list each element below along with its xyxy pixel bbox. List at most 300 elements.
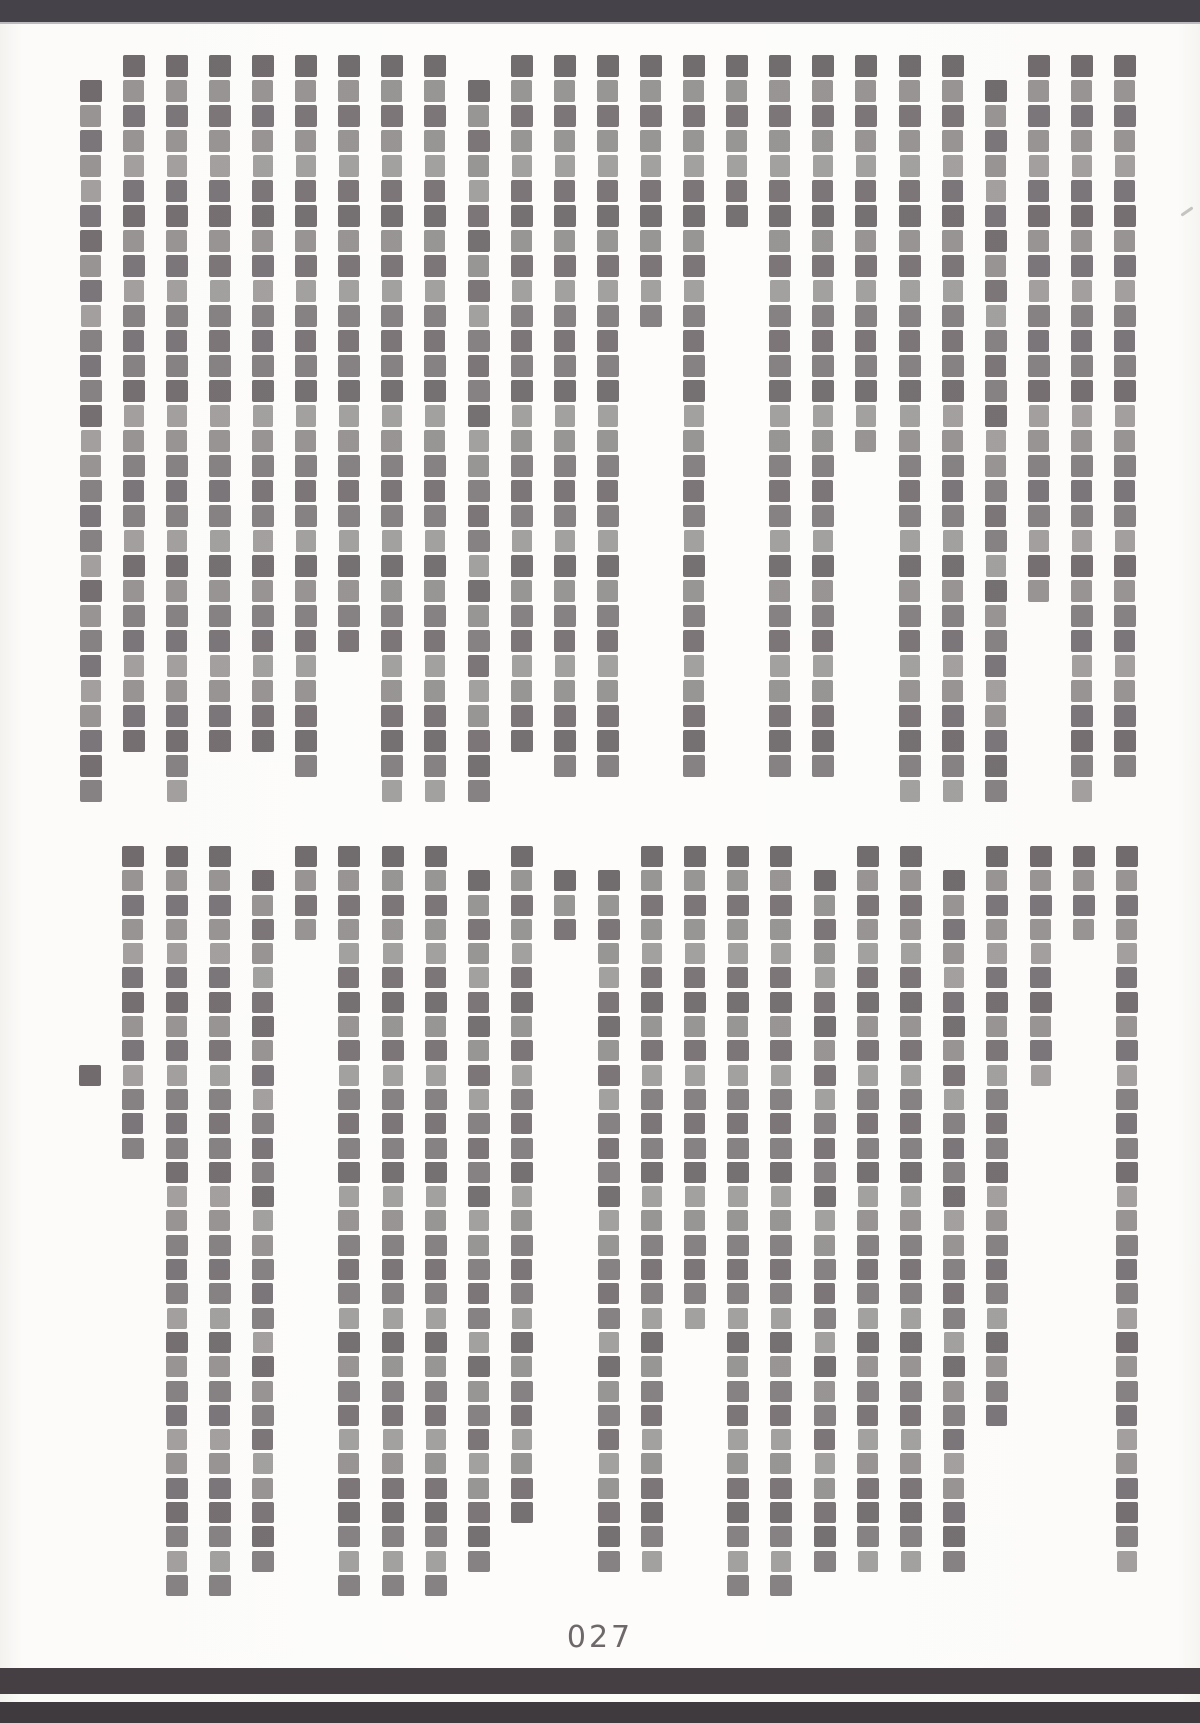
redacted-glyph	[123, 130, 144, 152]
redacted-glyph	[295, 180, 316, 202]
redacted-glyph	[727, 1405, 748, 1426]
redacted-glyph	[338, 80, 359, 102]
redacted-glyph	[814, 1113, 836, 1134]
redacted-glyph	[943, 655, 963, 677]
redacted-glyph	[985, 80, 1007, 102]
redacted-glyph	[901, 1308, 921, 1329]
redacted-glyph	[468, 480, 490, 502]
redacted-glyph	[1072, 530, 1092, 552]
redacted-glyph	[770, 405, 790, 427]
redacted-glyph	[598, 1235, 619, 1256]
redacted-glyph	[338, 1259, 359, 1280]
redacted-glyph	[167, 530, 187, 552]
redacted-glyph	[769, 80, 790, 102]
redacted-glyph	[209, 355, 231, 377]
redacted-glyph	[942, 230, 963, 252]
redacted-glyph	[80, 505, 101, 527]
redacted-glyph	[252, 1186, 274, 1207]
redacted-text-column	[423, 55, 447, 802]
redacted-glyph	[684, 1283, 706, 1304]
redacted-glyph	[123, 630, 144, 652]
redacted-glyph	[986, 1162, 1008, 1183]
redacted-glyph	[1114, 455, 1136, 477]
redacted-glyph	[855, 205, 877, 227]
redacted-glyph	[209, 1259, 230, 1280]
redacted-glyph	[814, 1551, 836, 1572]
redacted-glyph	[986, 992, 1008, 1013]
redacted-glyph	[252, 255, 274, 277]
redacted-glyph	[382, 1040, 404, 1061]
redacted-glyph	[812, 105, 834, 127]
redacted-glyph	[857, 1502, 879, 1523]
redacted-glyph	[985, 380, 1007, 402]
redacted-glyph	[253, 1453, 273, 1474]
redacted-glyph	[554, 705, 576, 727]
redacted-glyph	[210, 530, 230, 552]
redacted-glyph	[166, 1283, 188, 1304]
redacted-glyph	[381, 180, 402, 202]
redacted-glyph	[555, 530, 575, 552]
redacted-glyph	[468, 230, 490, 252]
redacted-glyph	[985, 755, 1007, 777]
redacted-glyph	[166, 967, 187, 988]
redacted-glyph	[855, 330, 876, 352]
redacted-glyph	[1071, 230, 1092, 252]
redacted-glyph	[815, 1089, 835, 1110]
redacted-glyph	[468, 1429, 489, 1450]
redacted-glyph	[899, 430, 920, 452]
redacted-glyph	[338, 1526, 360, 1547]
redacted-glyph	[684, 1113, 705, 1134]
redacted-glyph	[252, 1235, 273, 1256]
redacted-text-column	[942, 870, 966, 1571]
redacted-glyph	[80, 455, 101, 477]
redacted-glyph	[640, 55, 662, 77]
redacted-glyph	[511, 846, 533, 867]
redacted-glyph	[770, 870, 791, 891]
redacted-glyph	[511, 205, 533, 227]
redacted-glyph	[727, 1259, 748, 1280]
redacted-glyph	[813, 655, 833, 677]
redacted-glyph	[252, 305, 274, 327]
redacted-glyph	[985, 405, 1007, 427]
redacted-glyph	[424, 105, 446, 127]
redacted-glyph	[987, 1065, 1007, 1086]
redacted-glyph	[296, 405, 316, 427]
redacted-glyph	[123, 305, 145, 327]
redacted-glyph	[123, 355, 145, 377]
redacted-glyph	[685, 1308, 705, 1329]
redacted-glyph	[986, 967, 1007, 988]
redacted-glyph	[166, 630, 187, 652]
redacted-glyph	[209, 1381, 231, 1402]
redacted-glyph	[123, 205, 145, 227]
redacted-glyph	[123, 943, 143, 964]
redacted-glyph	[900, 1113, 921, 1134]
redacted-glyph	[900, 530, 920, 552]
redacted-glyph	[554, 305, 576, 327]
redacted-glyph	[123, 730, 145, 752]
redacted-glyph	[424, 380, 446, 402]
redacted-glyph	[986, 919, 1007, 940]
redacted-glyph	[166, 355, 188, 377]
redacted-glyph	[295, 480, 316, 502]
redacted-glyph	[166, 1332, 188, 1353]
redacted-text-column	[899, 846, 923, 1572]
redacted-glyph	[210, 655, 230, 677]
redacted-glyph	[80, 780, 102, 802]
redacted-glyph	[81, 180, 101, 202]
redacted-glyph	[769, 130, 790, 152]
redacted-glyph	[771, 1186, 791, 1207]
redacted-glyph	[855, 80, 876, 102]
redacted-glyph	[166, 1478, 188, 1499]
redacted-text-column	[78, 1065, 102, 1086]
redacted-glyph	[598, 405, 618, 427]
redacted-glyph	[209, 680, 230, 702]
redacted-glyph	[1028, 355, 1050, 377]
redacted-glyph	[468, 1138, 489, 1159]
redacted-glyph	[900, 1259, 921, 1280]
redacted-glyph	[424, 180, 445, 202]
redacted-glyph	[986, 895, 1008, 916]
redacted-text-column	[294, 846, 318, 940]
redacted-glyph	[1114, 380, 1136, 402]
redacted-text-column	[769, 846, 793, 1596]
redacted-glyph	[727, 1502, 749, 1523]
redacted-glyph	[986, 1405, 1007, 1426]
redacted-glyph	[640, 305, 662, 327]
redacted-glyph	[942, 480, 963, 502]
redacted-glyph	[943, 1526, 965, 1547]
redacted-glyph	[812, 730, 834, 752]
redacted-glyph	[943, 1356, 965, 1377]
redacted-glyph	[727, 1526, 749, 1547]
redacted-glyph	[770, 1356, 791, 1377]
redacted-glyph	[942, 755, 964, 777]
redacted-glyph	[943, 530, 963, 552]
redacted-glyph	[727, 870, 748, 891]
redacted-glyph	[855, 380, 877, 402]
redacted-glyph	[511, 919, 532, 940]
redacted-text-column	[640, 846, 664, 1572]
redacted-glyph	[1029, 405, 1049, 427]
redacted-glyph	[425, 967, 446, 988]
redacted-glyph	[943, 1016, 965, 1037]
redacted-glyph	[684, 1016, 705, 1037]
redacted-glyph	[468, 943, 489, 964]
redacted-glyph	[511, 330, 532, 352]
redacted-glyph	[555, 155, 575, 177]
redacted-glyph	[815, 967, 835, 988]
redacted-glyph	[598, 1526, 620, 1547]
redacted-glyph	[900, 1478, 922, 1499]
redacted-glyph	[382, 1502, 404, 1523]
redacted-glyph	[426, 943, 446, 964]
redacted-glyph	[209, 480, 230, 502]
redacted-glyph	[425, 919, 446, 940]
redacted-glyph	[210, 1551, 230, 1572]
redacted-glyph	[1073, 846, 1095, 867]
redacted-glyph	[338, 1210, 359, 1231]
redacted-glyph	[338, 580, 359, 602]
redacted-glyph	[1072, 655, 1092, 677]
redacted-glyph	[943, 870, 965, 891]
redacted-glyph	[425, 1113, 446, 1134]
redacted-glyph	[770, 1138, 792, 1159]
redacted-glyph	[856, 280, 876, 302]
redacted-glyph	[252, 630, 273, 652]
redacted-glyph	[123, 180, 144, 202]
redacted-glyph	[598, 992, 619, 1013]
redacted-glyph	[855, 305, 877, 327]
redacted-glyph	[1071, 430, 1092, 452]
redacted-glyph	[468, 505, 489, 527]
redacted-glyph	[166, 1040, 188, 1061]
redacted-glyph	[338, 1575, 360, 1596]
redacted-glyph	[1071, 630, 1092, 652]
redacted-glyph	[167, 280, 187, 302]
redacted-glyph	[122, 1040, 144, 1061]
redacted-glyph	[727, 1356, 748, 1377]
redacted-glyph	[554, 730, 576, 752]
redacted-glyph	[726, 180, 747, 202]
redacted-glyph	[769, 605, 791, 627]
redacted-glyph	[985, 155, 1006, 177]
redacted-text-column	[510, 846, 534, 1523]
redacted-glyph	[683, 305, 705, 327]
redacted-glyph	[1116, 1210, 1137, 1231]
redacted-glyph	[598, 1478, 619, 1499]
redacted-glyph	[124, 155, 144, 177]
redacted-glyph	[1071, 105, 1093, 127]
redacted-glyph	[900, 895, 922, 916]
redacted-glyph	[900, 280, 920, 302]
redacted-glyph	[166, 1259, 187, 1280]
redacted-glyph	[857, 1283, 879, 1304]
redacted-glyph	[511, 1138, 533, 1159]
redacted-glyph	[469, 430, 489, 452]
redacted-glyph	[252, 1138, 273, 1159]
redacted-glyph	[511, 1089, 533, 1110]
redacted-glyph	[769, 205, 791, 227]
redacted-glyph	[1030, 870, 1051, 891]
redacted-glyph	[381, 630, 402, 652]
redacted-glyph	[1114, 255, 1136, 277]
redacted-glyph	[295, 455, 317, 477]
redacted-glyph	[339, 530, 359, 552]
redacted-glyph	[381, 55, 403, 77]
redacted-glyph	[1116, 1381, 1138, 1402]
redacted-glyph	[511, 580, 532, 602]
redacted-glyph	[295, 580, 316, 602]
redacted-glyph	[122, 895, 144, 916]
redacted-glyph	[814, 943, 835, 964]
redacted-glyph	[814, 870, 836, 891]
redacted-glyph	[857, 1210, 878, 1231]
redacted-glyph	[1114, 330, 1135, 352]
redacted-glyph	[1116, 1526, 1138, 1547]
redacted-glyph	[253, 967, 273, 988]
redacted-glyph	[985, 605, 1006, 627]
redacted-glyph	[80, 580, 102, 602]
redacted-glyph	[338, 305, 360, 327]
redacted-glyph	[425, 1210, 446, 1231]
redacted-glyph	[814, 895, 835, 916]
redacted-text-column	[985, 846, 1009, 1426]
redacted-glyph	[684, 1210, 705, 1231]
redacted-glyph	[899, 680, 920, 702]
redacted-glyph	[381, 330, 402, 352]
redacted-glyph	[123, 680, 144, 702]
redacted-glyph	[814, 1259, 836, 1280]
redacted-glyph	[80, 405, 102, 427]
redacted-glyph	[727, 1089, 749, 1110]
redacted-glyph	[812, 55, 834, 77]
redacted-glyph	[382, 1138, 404, 1159]
redacted-glyph	[209, 705, 231, 727]
redacted-glyph	[1028, 305, 1050, 327]
redacted-text-column	[79, 80, 103, 802]
redacted-text-column	[381, 846, 405, 1596]
redacted-glyph	[80, 255, 101, 277]
redacted-glyph	[858, 943, 878, 964]
redacted-glyph	[468, 330, 490, 352]
redacted-glyph	[985, 480, 1007, 502]
redacted-glyph	[295, 505, 317, 527]
redacted-glyph	[338, 55, 360, 77]
redacted-glyph	[726, 205, 748, 227]
redacted-glyph	[900, 1405, 921, 1426]
redacted-glyph	[382, 846, 404, 867]
redacted-glyph	[814, 1308, 836, 1329]
redacted-glyph	[597, 455, 619, 477]
redacted-glyph	[469, 967, 489, 988]
redacted-glyph	[468, 155, 489, 177]
redacted-glyph	[684, 895, 706, 916]
redacted-glyph	[770, 1162, 792, 1183]
redacted-glyph	[1116, 919, 1137, 940]
redacted-glyph	[468, 1162, 490, 1183]
redacted-text-column	[510, 55, 534, 752]
redacted-glyph	[338, 1089, 360, 1110]
redacted-glyph	[511, 1478, 533, 1499]
redacted-glyph	[252, 480, 273, 502]
redacted-glyph	[597, 730, 619, 752]
redacted-glyph	[728, 943, 748, 964]
redacted-glyph	[295, 895, 317, 916]
redacted-glyph	[1028, 55, 1050, 77]
redacted-glyph	[209, 230, 230, 252]
redacted-glyph	[641, 870, 662, 891]
redacted-glyph	[985, 355, 1006, 377]
redacted-glyph	[382, 155, 402, 177]
redacted-glyph	[727, 992, 749, 1013]
redacted-glyph	[295, 705, 317, 727]
redacted-glyph	[468, 380, 490, 402]
redacted-glyph	[512, 1065, 532, 1086]
redacted-glyph	[80, 480, 102, 502]
redacted-glyph	[469, 555, 489, 577]
redacted-glyph	[425, 1283, 447, 1304]
redacted-glyph	[1030, 1016, 1051, 1037]
redacted-glyph	[425, 1138, 447, 1159]
redacted-glyph	[857, 1113, 878, 1134]
redacted-glyph	[122, 967, 143, 988]
redacted-glyph	[209, 1040, 231, 1061]
redacted-glyph	[1116, 1259, 1137, 1280]
redacted-glyph	[641, 1381, 663, 1402]
redacted-glyph	[684, 530, 704, 552]
redacted-glyph	[598, 280, 618, 302]
redacted-glyph	[814, 1235, 835, 1256]
redacted-glyph	[209, 1356, 230, 1377]
redacted-glyph	[80, 655, 101, 677]
redacted-glyph	[468, 755, 490, 777]
redacted-glyph	[209, 870, 230, 891]
redacted-glyph	[1114, 80, 1135, 102]
redacted-text-column	[683, 846, 707, 1329]
redacted-glyph	[554, 355, 576, 377]
redacted-glyph	[209, 605, 231, 627]
redacted-glyph	[814, 1162, 836, 1183]
redacted-glyph	[985, 730, 1007, 752]
redacted-glyph	[252, 105, 274, 127]
redacted-glyph	[468, 1308, 490, 1329]
redacted-glyph	[209, 919, 230, 940]
redacted-glyph	[944, 1089, 964, 1110]
redacted-glyph	[425, 530, 445, 552]
redacted-glyph	[769, 455, 791, 477]
redacted-glyph	[770, 155, 790, 177]
redacted-glyph	[770, 1089, 792, 1110]
redacted-glyph	[599, 967, 619, 988]
redacted-glyph	[901, 1065, 921, 1086]
redacted-glyph	[468, 705, 489, 727]
redacted-glyph	[770, 1235, 792, 1256]
redacted-text-column	[553, 55, 577, 777]
redacted-glyph	[899, 580, 920, 602]
redacted-glyph	[597, 580, 618, 602]
redacted-text-column	[984, 80, 1008, 802]
redacted-glyph	[1071, 605, 1093, 627]
redacted-glyph	[769, 680, 790, 702]
redacted-glyph	[123, 505, 145, 527]
redacted-glyph	[511, 1283, 533, 1304]
redacted-glyph	[339, 155, 359, 177]
redacted-glyph	[683, 80, 704, 102]
redacted-glyph	[684, 1040, 706, 1061]
redacted-glyph	[295, 105, 317, 127]
redacted-glyph	[209, 330, 230, 352]
redacted-glyph	[857, 1089, 879, 1110]
redacted-glyph	[771, 1308, 791, 1329]
redacted-glyph	[338, 1502, 360, 1523]
redacted-glyph	[641, 1235, 663, 1256]
redacted-glyph	[381, 205, 403, 227]
redacted-glyph	[167, 1186, 187, 1207]
redacted-glyph	[80, 605, 101, 627]
redacted-glyph	[166, 1526, 188, 1547]
redacted-glyph	[511, 1162, 533, 1183]
redacted-glyph	[468, 1065, 490, 1086]
redacted-glyph	[468, 355, 489, 377]
redacted-glyph	[209, 1016, 230, 1037]
redacted-glyph	[684, 919, 705, 940]
redacted-glyph	[166, 380, 188, 402]
redacted-glyph	[166, 1210, 187, 1231]
redacted-glyph	[857, 919, 878, 940]
